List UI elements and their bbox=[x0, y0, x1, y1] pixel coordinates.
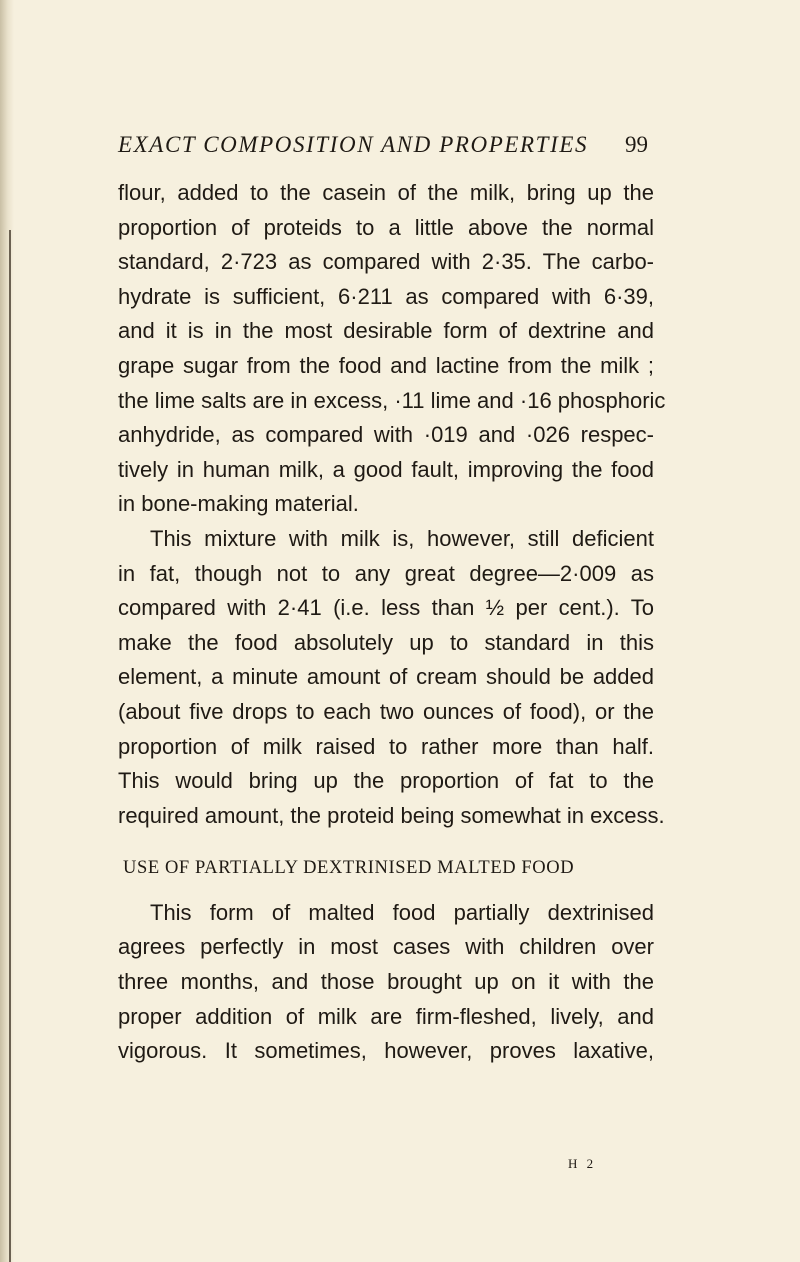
text-line: the lime salts are in excess, ·11 lime and ·16 phosphoric bbox=[118, 387, 666, 413]
text-line: compared with 2·41 (i.e. less than ½ per cent.). To bbox=[118, 595, 654, 621]
text-line: and it is in the most desirable form of dextrine and bbox=[118, 318, 654, 344]
page-header bbox=[118, 132, 648, 162]
running-head: EXACT COMPOSITION AND PROPERTIES bbox=[118, 132, 589, 157]
paragraph bbox=[118, 522, 665, 833]
text-line: standard, 2·723 as compared with 2·35. The carbo- bbox=[118, 249, 654, 275]
text-line: proper addition of milk are firm-fleshed, lively, and bbox=[118, 1003, 654, 1029]
text-line: flour, added to the casein of the milk, bring up the bbox=[118, 180, 654, 205]
text-line: proportion of milk raised to rather more than half. bbox=[118, 733, 654, 759]
text-line: grape sugar from the food and lactine from the milk ; bbox=[118, 352, 654, 378]
paragraph bbox=[118, 896, 654, 1069]
text-line: anhydride, as compared with ·019 and ·026 respec- bbox=[118, 422, 654, 448]
section-heading: USE OF PARTIALLY DEXTRINISED MALTED FOOD bbox=[123, 858, 575, 879]
signature-mark: H 2 bbox=[568, 1156, 597, 1171]
text-line: element, a minute amount of cream should be added bbox=[118, 664, 654, 690]
text-line: in fat, though not to any great degree—2·009 as bbox=[118, 560, 654, 586]
text-line: This would bring up the proportion of fat to the bbox=[118, 768, 654, 794]
text-line: agrees perfectly in most cases with children over bbox=[118, 934, 654, 960]
text-line: This mixture with milk is, however, still deficient bbox=[150, 525, 654, 551]
text-line: in bone-making material. bbox=[118, 491, 359, 517]
page-number: 99 bbox=[625, 132, 648, 157]
text-line: tively in human milk, a good fault, improving the food bbox=[118, 456, 654, 482]
binding-edge-line bbox=[9, 230, 11, 1262]
text-line: make the food absolutely up to standard in this bbox=[118, 629, 654, 655]
text-line: hydrate is sufficient, 6·211 as compared with 6·39, bbox=[118, 283, 654, 309]
page-edge-shadow bbox=[0, 0, 14, 1262]
text-line: vigorous. It sometimes, however, proves laxative, bbox=[118, 1038, 654, 1064]
text-line: required amount, the proteid being somewhat in excess. bbox=[118, 802, 665, 828]
text-line: proportion of proteids to a little above the normal bbox=[118, 214, 654, 240]
body-text bbox=[118, 176, 666, 1069]
paragraph bbox=[118, 176, 666, 522]
text-line: (about five drops to each two ounces of food), or the bbox=[118, 698, 654, 724]
text-line: three months, and those brought up on it with the bbox=[118, 969, 654, 995]
text-line: This form of malted food partially dextrinised bbox=[150, 899, 654, 925]
